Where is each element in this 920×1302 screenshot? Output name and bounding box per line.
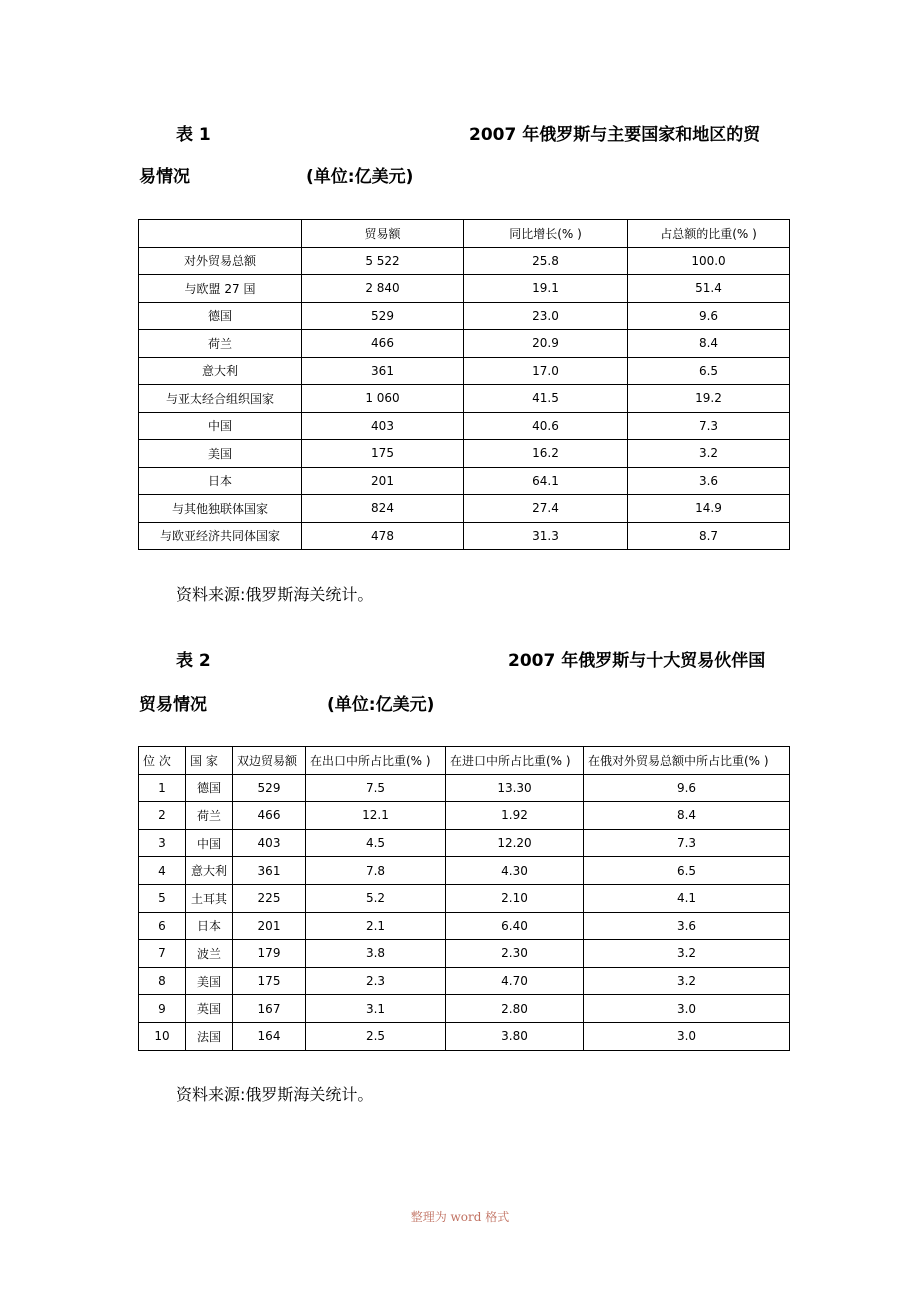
table2-cell: 8: [139, 967, 186, 995]
table2-cell: 荷兰: [186, 802, 233, 830]
table2-cell: 7.3: [584, 829, 790, 857]
table2-header-cell: 国 家: [186, 747, 233, 775]
table2-row: [139, 912, 790, 940]
table2-cell: 英国: [186, 995, 233, 1023]
table1-cell: 对外贸易总额: [139, 247, 302, 275]
table1-row: [139, 467, 790, 495]
table1-row: [139, 302, 790, 330]
table2-cell: 3.0: [584, 995, 790, 1023]
table2-cell: 4: [139, 857, 186, 885]
table1-cell: 3.6: [628, 467, 790, 495]
table1-unit: (单位:亿美元): [306, 167, 414, 187]
table2-cell: 4.5: [306, 829, 446, 857]
table2-cell: 9.6: [584, 774, 790, 802]
table2-row: [139, 940, 790, 968]
table1-cell: 1 060: [302, 385, 464, 413]
table1-title-line1: 2007 年俄罗斯与主要国家和地区的贸: [469, 125, 761, 145]
table2-cell: 日本: [186, 912, 233, 940]
table1-cell: 31.3: [464, 522, 628, 550]
table2-row: [139, 967, 790, 995]
table1-cell: 824: [302, 495, 464, 523]
table2-row: [139, 802, 790, 830]
table1-cell: 16.2: [464, 440, 628, 468]
table2-cell: 7.8: [306, 857, 446, 885]
table2-cell: 2: [139, 802, 186, 830]
table1-cell: 40.6: [464, 412, 628, 440]
table2-cell: 2.10: [446, 884, 584, 912]
table2-cell: 法国: [186, 1022, 233, 1050]
table1-cell: 与其他独联体国家: [139, 495, 302, 523]
table2-row: [139, 884, 790, 912]
table1-cell: 20.9: [464, 330, 628, 358]
table2-cell: 6: [139, 912, 186, 940]
table1-row: [139, 495, 790, 523]
table2-cell: 2.30: [446, 940, 584, 968]
table2-cell: 3.2: [584, 967, 790, 995]
table2-header-cell: 在出口中所占比重(% ): [306, 747, 446, 775]
table1-cell: 3.2: [628, 440, 790, 468]
table2-cell: 466: [233, 802, 306, 830]
table1-cell: 与欧亚经济共同体国家: [139, 522, 302, 550]
table1-cell: 19.1: [464, 275, 628, 303]
table1-cell: 466: [302, 330, 464, 358]
table1-cell: 51.4: [628, 275, 790, 303]
table1-cell: 8.4: [628, 330, 790, 358]
table1-row: [139, 412, 790, 440]
table1-label: 表 1: [176, 125, 211, 145]
table2-cell: 403: [233, 829, 306, 857]
table1-cell: 19.2: [628, 385, 790, 413]
table2-row: [139, 857, 790, 885]
table1-row: [139, 275, 790, 303]
table1-cell: 德国: [139, 302, 302, 330]
table2-cell: 3.1: [306, 995, 446, 1023]
table1-cell: 5 522: [302, 247, 464, 275]
table2-cell: 6.5: [584, 857, 790, 885]
table1-row: [139, 357, 790, 385]
table2-cell: 7: [139, 940, 186, 968]
table1-cell: 意大利: [139, 357, 302, 385]
table2-cell: 6.40: [446, 912, 584, 940]
table1-header-cell: 占总额的比重(% ): [628, 220, 790, 248]
table2-cell: 意大利: [186, 857, 233, 885]
table2-cell: 225: [233, 884, 306, 912]
table2-cell: 201: [233, 912, 306, 940]
table1-cell: 8.7: [628, 522, 790, 550]
table1-cell: 64.1: [464, 467, 628, 495]
table1-cell: 荷兰: [139, 330, 302, 358]
table1-cell: 与亚太经合组织国家: [139, 385, 302, 413]
table2-row: [139, 774, 790, 802]
table1-header-row: [139, 220, 790, 248]
table2-cell: 4.30: [446, 857, 584, 885]
table2-cell: 3: [139, 829, 186, 857]
table1-cell: 美国: [139, 440, 302, 468]
table1-cell: 201: [302, 467, 464, 495]
table1-source: 资料来源:俄罗斯海关统计。: [176, 585, 374, 604]
table1-cell: 9.6: [628, 302, 790, 330]
table2-cell: 2.3: [306, 967, 446, 995]
table2-cell: 164: [233, 1022, 306, 1050]
table1-title-line2: 易情况: [139, 167, 190, 187]
table2-cell: 3.6: [584, 912, 790, 940]
table1-cell: 与欧盟 27 国: [139, 275, 302, 303]
table2-cell: 波兰: [186, 940, 233, 968]
table2-cell: 1: [139, 774, 186, 802]
table1-header-cell: [139, 220, 302, 248]
table2-cell: 2.1: [306, 912, 446, 940]
table2-cell: 3.0: [584, 1022, 790, 1050]
table1-cell: 27.4: [464, 495, 628, 523]
footer-note: 整理为 word 格式: [410, 1210, 510, 1224]
table1-cell: 中国: [139, 412, 302, 440]
table2-title-line1: 2007 年俄罗斯与十大贸易伙伴国: [508, 651, 766, 671]
table1-cell: 478: [302, 522, 464, 550]
table2-cell: 179: [233, 940, 306, 968]
table2-cell: 2.5: [306, 1022, 446, 1050]
table2-source: 资料来源:俄罗斯海关统计。: [176, 1085, 374, 1104]
table1-cell: 日本: [139, 467, 302, 495]
table1-cell: 7.3: [628, 412, 790, 440]
table2-cell: 4.1: [584, 884, 790, 912]
table2-header-cell: 在俄对外贸易总额中所占比重(% ): [584, 747, 790, 775]
table1-row: [139, 330, 790, 358]
table1-cell: 100.0: [628, 247, 790, 275]
table2-cell: 3.8: [306, 940, 446, 968]
table1-row: [139, 247, 790, 275]
table2-header-cell: 双边贸易额: [233, 747, 306, 775]
table2-title-line2: 贸易情况: [139, 695, 207, 715]
table1-header-cell: 贸易额: [302, 220, 464, 248]
table2-cell: 9: [139, 995, 186, 1023]
table2-cell: 12.20: [446, 829, 584, 857]
table2-cell: 13.30: [446, 774, 584, 802]
table2-cell: 12.1: [306, 802, 446, 830]
table1-row: [139, 385, 790, 413]
table1-cell: 361: [302, 357, 464, 385]
table2-cell: 2.80: [446, 995, 584, 1023]
table2-cell: 361: [233, 857, 306, 885]
table2-header-cell: 在进口中所占比重(% ): [446, 747, 584, 775]
table1-cell: 529: [302, 302, 464, 330]
table2: [138, 746, 790, 1051]
table2-cell: 3.2: [584, 940, 790, 968]
table2-header-row: [139, 747, 790, 775]
table2-cell: 10: [139, 1022, 186, 1050]
table2-cell: 1.92: [446, 802, 584, 830]
table2-row: [139, 829, 790, 857]
table2-cell: 8.4: [584, 802, 790, 830]
table1-cell: 175: [302, 440, 464, 468]
table1-cell: 25.8: [464, 247, 628, 275]
table2-unit: (单位:亿美元): [327, 695, 435, 715]
table2-cell: 529: [233, 774, 306, 802]
table2-cell: 5.2: [306, 884, 446, 912]
table1-cell: 403: [302, 412, 464, 440]
table2-cell: 167: [233, 995, 306, 1023]
table1-cell: 14.9: [628, 495, 790, 523]
table1-cell: 17.0: [464, 357, 628, 385]
table1-header-cell: 同比增长(% ): [464, 220, 628, 248]
table2-cell: 土耳其: [186, 884, 233, 912]
table1-cell: 2 840: [302, 275, 464, 303]
table2-cell: 7.5: [306, 774, 446, 802]
table2-cell: 德国: [186, 774, 233, 802]
table1-row: [139, 440, 790, 468]
table1-row: [139, 522, 790, 550]
table2-body: [139, 747, 790, 1051]
table2-header-cell: 位 次: [139, 747, 186, 775]
table1-cell: 41.5: [464, 385, 628, 413]
table2-cell: 4.70: [446, 967, 584, 995]
table1-cell: 6.5: [628, 357, 790, 385]
table2-row: [139, 1022, 790, 1050]
table2-label: 表 2: [176, 651, 211, 671]
table2-cell: 3.80: [446, 1022, 584, 1050]
table2-cell: 中国: [186, 829, 233, 857]
table1-cell: 23.0: [464, 302, 628, 330]
table2-cell: 175: [233, 967, 306, 995]
table2-cell: 5: [139, 884, 186, 912]
table2-cell: 美国: [186, 967, 233, 995]
table1: [138, 219, 790, 550]
table2-row: [139, 995, 790, 1023]
table1-body: [139, 220, 790, 550]
